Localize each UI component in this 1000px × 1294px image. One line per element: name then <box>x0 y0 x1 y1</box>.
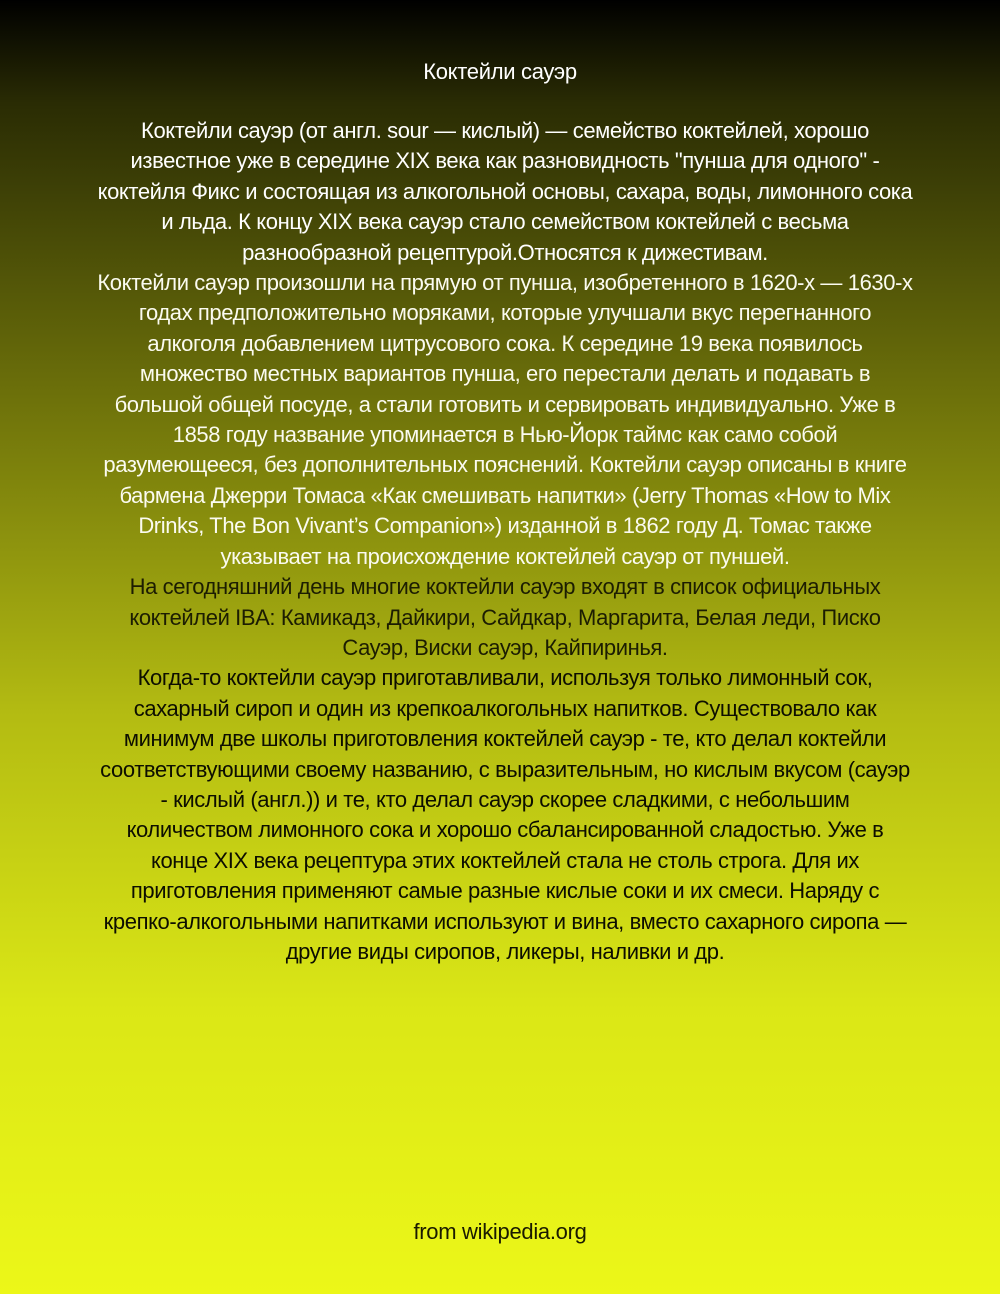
paragraph-recipe: Когда-то коктейли сауэр приготавливали, используя только лимонный сок, сахарный сироп и один из крепкоалкогольных напитков. Существовало как минимум две школы приготовления коктейлей сауэр - те, кто делал коктейли соответствующими своему названию, с выразительным, но кислым вкусом (сауэр - кислый (англ.)) и те, кто делал сауэр скорее сладкими, с небольшим количеством лимонного сока и хорошо сбалансированной сладостью. Уже в конце XIX века рецептура этих коктейлей стала не столь строга. Для их приготовления применяют самые разные кислые соки и их смеси. Наряду с крепко-алкогольными напитками используют и вина, вместо сахарного сиропа — другие виды сиропов, ликеры, наливки и др. <box>100 665 910 964</box>
article-body <box>96 116 914 967</box>
source-footer: from wikipedia.org <box>413 1219 587 1244</box>
paragraph-history: Коктейли сауэр произошли на прямую от пунша, изобретенного в 1620-х — 1630-х годах предположительно моряками, которые улучшали вкус перегнанного алкоголя добавлением цитрусового сока. К середине 19 века появилось множество местных вариантов пунша, его перестали делать и подавать в большой общей посуде, а стали готовить и сервировать индивидуально. Уже в 1858 году название упоминается в Нью-Йорк таймс как само собой разумеющееся, без дополнительных пояснений. Коктейли сауэр описаны в книге бармена Джерри Томаса «Как смешивать напитки» (Jerry Thomas «How to Mix Drinks, The Bon Vivant’s Companion») изданной в 1862 году Д. Томас также указывает на происхождение коктейлей сауэр от пуншей. <box>97 270 913 569</box>
paragraph-intro: Коктейли сауэр (от англ. sour — кислый) — семейство коктейлей, хорошо известное уже в середине XIX века как разновидность "пунша для одного" - коктейля Фикс и состоящая из алкогольной основы, сахара, воды, лимонного сока и льда. К концу XIX века сауэр стало семейством коктейлей с весьма разнообразной рецептурой.Относятся к дижестивам. <box>97 118 913 265</box>
page-title: Коктейли сауэр <box>423 59 577 84</box>
paragraph-iba-list: На сегодняшний день многие коктейли сауэр входят в список официальных коктейлей IBA: Камикадз, Дайкири, Сайдкар, Маргарита, Белая леди, Писко Сауэр, Виски сауэр, Кайпиринья. <box>129 574 881 660</box>
